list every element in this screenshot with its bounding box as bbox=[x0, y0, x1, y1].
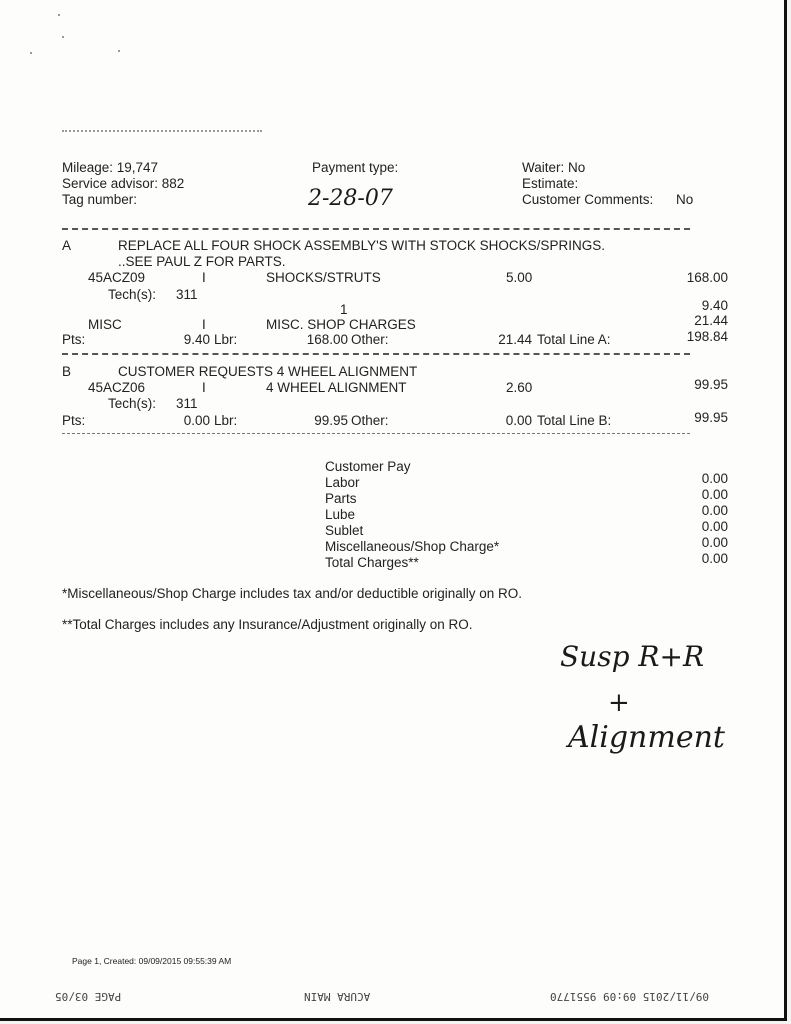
summary-label-labor: Labor bbox=[325, 475, 360, 490]
handwritten-note-line3: Alignment bbox=[568, 720, 725, 755]
line-a-qty: 1 bbox=[340, 302, 348, 317]
line-b-hours: 2.60 bbox=[506, 380, 533, 395]
divider bbox=[62, 433, 690, 434]
fax-header-sender: ACURA MAIN bbox=[304, 990, 371, 1003]
summary-heading: Customer Pay bbox=[325, 459, 411, 474]
line-a-other: 21.44 bbox=[498, 332, 532, 347]
waiter: Waiter: No bbox=[522, 160, 586, 175]
line-b-op-type: I bbox=[202, 380, 206, 395]
summary-label-total: Total Charges** bbox=[325, 555, 419, 570]
scan-speck bbox=[118, 50, 120, 52]
cropped-line bbox=[62, 130, 262, 136]
handwritten-date: 2-28-07 bbox=[308, 186, 393, 211]
line-b-op-code: 45ACZ06 bbox=[88, 380, 146, 395]
line-b-letter: B bbox=[62, 364, 72, 379]
estimate: Estimate: bbox=[522, 176, 579, 191]
summary-value-sublet: 0.00 bbox=[701, 519, 728, 534]
line-b-op-desc: 4 WHEEL ALIGNMENT bbox=[266, 380, 407, 395]
line-b-techs-label: Tech(s): bbox=[108, 396, 157, 411]
line-a-description: REPLACE ALL FOUR SHOCK ASSEMBLY'S WITH STOCK SHOCKS/SPRINGS. bbox=[118, 238, 605, 253]
payment-type: Payment type: bbox=[312, 160, 399, 175]
summary-label-parts: Parts bbox=[325, 491, 357, 506]
scan-speck bbox=[58, 14, 60, 16]
line-b-total: 99.95 bbox=[694, 410, 728, 425]
summary-label-sublet: Sublet bbox=[325, 523, 364, 538]
line-a-misc-desc: MISC. SHOP CHARGES bbox=[266, 317, 416, 332]
scan-speck bbox=[30, 52, 32, 54]
line-b-lbr: 99.95 bbox=[314, 413, 348, 428]
page-created: Page 1, Created: 09/09/2015 09:55:39 AM bbox=[72, 956, 232, 966]
line-b-total-label: Total Line B: bbox=[537, 413, 612, 428]
summary-value-lube: 0.00 bbox=[701, 503, 728, 518]
customer-comments-value: No bbox=[676, 192, 694, 207]
line-b-amount: 99.95 bbox=[694, 377, 728, 392]
total-charges-note: **Total Charges includes any Insurance/Adjustment originally on RO. bbox=[62, 617, 473, 632]
line-b-lbr-label: Lbr: bbox=[214, 413, 238, 428]
line-b-description: CUSTOMER REQUESTS 4 WHEEL ALIGNMENT bbox=[118, 364, 418, 379]
handwritten-note-line2: + bbox=[608, 688, 630, 718]
line-b-other-label: Other: bbox=[351, 413, 389, 428]
line-a-other-label: Other: bbox=[351, 332, 389, 347]
summary-value-labor: 0.00 bbox=[701, 471, 728, 486]
misc-charge-note: *Miscellaneous/Shop Charge includes tax and/or deductible originally on RO. bbox=[62, 586, 523, 601]
line-a-parts-amount: 9.40 bbox=[701, 298, 728, 313]
summary-value-parts: 0.00 bbox=[701, 487, 728, 502]
line-a-techs-label: Tech(s): bbox=[108, 287, 157, 302]
fax-header-timestamp: 09/11/2015 09:09 9551770 bbox=[550, 990, 709, 1003]
line-a-note: ..SEE PAUL Z FOR PARTS. bbox=[118, 254, 286, 269]
line-a-lbr-label: Lbr: bbox=[214, 332, 238, 347]
line-a-misc-amount: 21.44 bbox=[694, 313, 728, 328]
customer-comments: Customer Comments: bbox=[522, 192, 654, 207]
summary-value-total: 0.00 bbox=[701, 551, 728, 566]
fax-header-page: PAGE 03/05 bbox=[55, 990, 122, 1003]
handwritten-note-line1: Susp R+R bbox=[560, 640, 705, 673]
service-advisor: Service advisor: 882 bbox=[62, 176, 185, 191]
line-a-misc-code: MISC bbox=[88, 317, 122, 332]
line-a-op-code: 45ACZ09 bbox=[88, 270, 146, 285]
scan-speck bbox=[62, 36, 64, 38]
line-a-pts-label: Pts: bbox=[62, 332, 86, 347]
line-a-techs: 311 bbox=[176, 287, 198, 302]
summary-label-lube: Lube bbox=[325, 507, 356, 522]
line-a-hours: 5.00 bbox=[506, 270, 533, 285]
line-a-op-type: I bbox=[202, 270, 206, 285]
mileage: Mileage: 19,747 bbox=[62, 160, 159, 175]
line-a-op-desc: SHOCKS/STRUTS bbox=[266, 270, 381, 285]
line-b-techs: 311 bbox=[176, 396, 198, 411]
line-b-pts-label: Pts: bbox=[62, 413, 86, 428]
line-a-lbr: 168.00 bbox=[306, 332, 348, 347]
divider bbox=[62, 353, 690, 355]
line-a-amount: 168.00 bbox=[686, 270, 728, 285]
line-a-misc-type: I bbox=[202, 317, 206, 332]
line-a-total: 198.84 bbox=[686, 329, 728, 344]
tag-number: Tag number: bbox=[62, 192, 138, 207]
divider bbox=[62, 228, 690, 230]
summary-value-misc: 0.00 bbox=[701, 535, 728, 550]
line-b-other: 0.00 bbox=[505, 413, 532, 428]
line-a-pts: 9.40 bbox=[183, 332, 210, 347]
summary-label-misc: Miscellaneous/Shop Charge* bbox=[325, 539, 500, 554]
line-a-letter: A bbox=[62, 238, 72, 253]
line-b-pts: 0.00 bbox=[183, 413, 210, 428]
line-a-total-label: Total Line A: bbox=[537, 332, 611, 347]
